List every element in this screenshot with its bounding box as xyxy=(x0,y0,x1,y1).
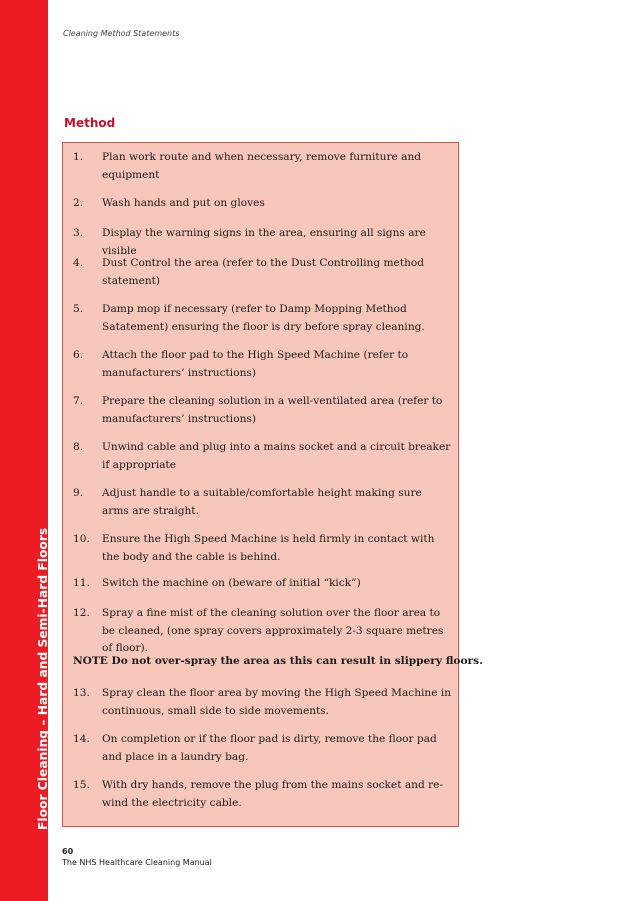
step-number: 7. xyxy=(73,395,84,407)
step-item xyxy=(73,575,456,593)
step-item xyxy=(73,731,456,766)
step-number: 1. xyxy=(73,151,84,163)
step-text: Damp mop if necessary (refer to Damp Mopping Method Satatement) ensuring the floor is dry before spray cleaning. xyxy=(102,303,425,333)
step-number: 12. xyxy=(73,607,90,619)
step-number: 4. xyxy=(73,257,84,269)
step-text: Switch the machine on (beware of initial “kick”) xyxy=(102,577,361,589)
step-item xyxy=(73,531,456,566)
step-number: 13. xyxy=(73,687,90,699)
step-number: 6. xyxy=(73,349,84,361)
step-number: 9. xyxy=(73,487,84,499)
step-text: With dry hands, remove the plug from the mains socket and re-wind the electricity cable. xyxy=(102,779,444,809)
page-number: 60 xyxy=(62,847,74,856)
step-item xyxy=(73,393,456,428)
step-number: 14. xyxy=(73,733,90,745)
step-item xyxy=(73,685,456,720)
step-item xyxy=(73,195,456,213)
step-text: Unwind cable and plug into a mains socket and a circuit breaker if appropriate xyxy=(102,441,451,471)
step-text: Ensure the High Speed Machine is held firmly in contact with the body and the cable is behind. xyxy=(102,533,435,563)
step-item xyxy=(73,255,456,290)
step-item xyxy=(73,605,456,658)
step-text: On completion or if the floor pad is dirty, remove the floor pad and place in a laundry bag. xyxy=(102,733,437,763)
step-text: Spray clean the floor area by moving the High Speed Machine in continuous, small side to side movements. xyxy=(102,687,452,717)
step-text: Adjust handle to a suitable/comfortable height making sure arms are straight. xyxy=(102,487,422,517)
step-item xyxy=(73,149,456,184)
step-number: 15. xyxy=(73,779,90,791)
step-text: Prepare the cleaning solution in a well-ventilated area (refer to manufacturers’ instructions) xyxy=(102,395,443,425)
step-number: 3. xyxy=(73,227,84,239)
section-title: Method xyxy=(64,116,116,130)
step-item xyxy=(73,301,456,336)
step-text: Display the warning signs in the area, ensuring all signs are visible xyxy=(102,227,426,257)
step-text: Dust Control the area (refer to the Dust Controlling method statement) xyxy=(102,257,425,287)
running-header: Cleaning Method Statements xyxy=(63,29,180,38)
warning-note: NOTE Do not over-spray the area as this can result in slippery floors. xyxy=(73,655,483,667)
method-steps-box xyxy=(62,142,483,827)
step-number: 11. xyxy=(73,577,90,589)
step-number: 2. xyxy=(73,197,84,209)
step-number: 10. xyxy=(73,533,90,545)
step-text: Wash hands and put on gloves xyxy=(102,197,265,209)
step-item xyxy=(73,777,456,812)
sidebar-title: Floor Cleaning – Hard and Semi-Hard Floors xyxy=(36,527,50,830)
step-text: Attach the floor pad to the High Speed Machine (refer to manufacturers’ instructions) xyxy=(102,349,409,379)
footer-manual-title: The NHS Healthcare Cleaning Manual xyxy=(62,858,212,867)
sidebar-band xyxy=(0,0,48,901)
step-item xyxy=(73,485,456,520)
step-text: Plan work route and when necessary, remove furniture and equipment xyxy=(102,151,422,181)
step-number: 5. xyxy=(73,303,84,315)
step-item xyxy=(73,347,456,382)
step-number: 8. xyxy=(73,441,84,453)
step-item xyxy=(73,439,456,474)
step-text: Spray a fine mist of the cleaning solution over the floor area to be cleaned, (one spray covers approximately 2-3 square metres of floor). xyxy=(102,607,444,654)
